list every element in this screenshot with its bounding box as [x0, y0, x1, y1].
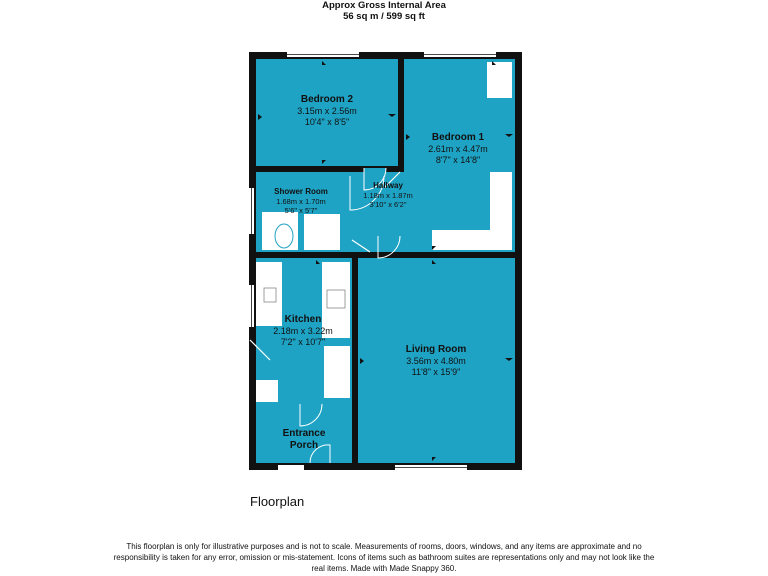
- bedroom-2-imperial: 10'4" x 8'5": [304, 117, 350, 127]
- kitchen-name: Kitchen: [284, 314, 322, 325]
- wardrobe-bedroom1: [490, 172, 512, 230]
- disclaimer: This floorplan is only for illustrative purposes and is not to scale. Measurements of rooms, doors, windows, and any items are approximate and no responsibility is taken for any error, omission or mis-statement. Icons of items such as bathroom suites are representations only and may not look like the real items. Made with Made Snappy 360.: [113, 542, 655, 573]
- hallway-name: Hallway: [373, 181, 403, 190]
- toilet-icon: [275, 224, 293, 248]
- hallway-metric: 1.18m x 1.87m: [363, 191, 413, 200]
- living-room-imperial: 11'8" x 15'9": [411, 367, 461, 377]
- kitchen-metric: 2.18m x 3.22m: [273, 326, 333, 336]
- porch-name-line2: Porch: [289, 440, 319, 451]
- bedroom-1-name: Bedroom 1: [431, 132, 485, 143]
- porch-name-line1: Entrance: [282, 428, 326, 439]
- window-porch: [278, 465, 304, 470]
- cupboard-bedroom1: [432, 230, 512, 250]
- basin-unit: [304, 214, 340, 250]
- bedroom-1-imperial: 8'7" x 14'8": [435, 155, 481, 165]
- shower-room-name: Shower Room: [274, 187, 328, 196]
- living-room-metric: 3.56m x 4.80m: [406, 356, 466, 366]
- floorplan-label: Floorplan: [250, 494, 305, 509]
- living-room-name: Living Room: [405, 344, 467, 355]
- hallway-imperial: 3'10" x 6'2": [369, 200, 407, 209]
- area-value: 56 sq m / 599 sq ft: [343, 11, 425, 22]
- bedroom-1-metric: 2.61m x 4.47m: [428, 144, 488, 154]
- kitchen-cupboard: [256, 380, 278, 402]
- area-title: Approx Gross Internal Area: [322, 0, 446, 11]
- hob-icon: [327, 290, 345, 308]
- sink-icon: [264, 288, 276, 302]
- shower-room-imperial: 5'6" x 5'7": [284, 206, 318, 215]
- bedroom-2-metric: 3.15m x 2.56m: [297, 106, 357, 116]
- wardrobe-top: [487, 62, 512, 98]
- bedroom-2-name: Bedroom 2: [300, 94, 354, 105]
- kitchen-worktop-lower: [324, 346, 350, 398]
- kitchen-imperial: 7'2" x 10'7": [280, 337, 326, 347]
- shower-room-metric: 1.68m x 1.70m: [276, 197, 326, 206]
